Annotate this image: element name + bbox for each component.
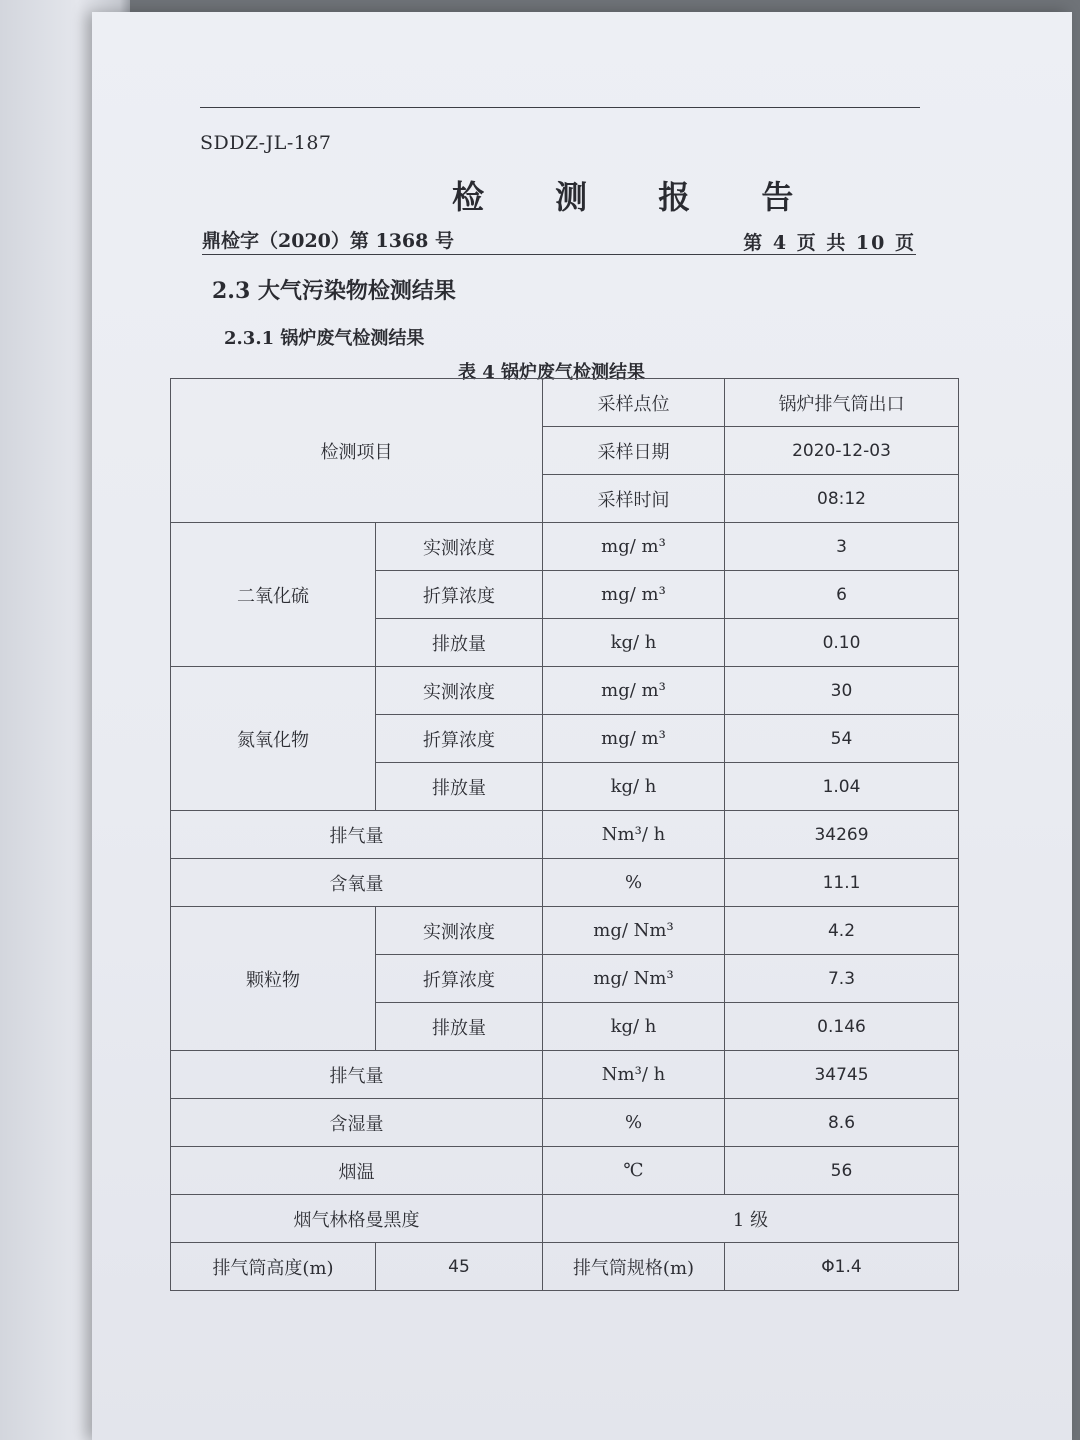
parameter-label: 排放量	[376, 763, 543, 811]
sampling-point-value: 锅炉排气筒出口	[725, 379, 959, 427]
value-cell: 34269	[725, 811, 959, 859]
sampling-time-label: 采样时间	[543, 475, 725, 523]
table-row	[171, 1195, 959, 1243]
unit-cell: ℃	[543, 1147, 725, 1195]
unit-cell: Nm³/ h	[543, 1051, 725, 1099]
parameter-label: 排放量	[376, 1003, 543, 1051]
parameter-label: 烟气林格曼黑度	[171, 1195, 543, 1243]
sampling-point-label: 采样点位	[543, 379, 725, 427]
unit-cell: kg/ h	[543, 1003, 725, 1051]
table-row	[171, 859, 959, 907]
unit-cell: Nm³/ h	[543, 811, 725, 859]
value-cell: 30	[725, 667, 959, 715]
reference-number: 鼎检字（2020）第 1368 号	[202, 230, 454, 252]
parameter-label: 排气量	[171, 811, 543, 859]
value-cell: 1 级	[543, 1195, 959, 1243]
test-item-header: 检测项目	[171, 379, 543, 523]
value-cell: 56	[725, 1147, 959, 1195]
subsection-heading: 2.3.1 锅炉废气检测结果	[224, 328, 425, 349]
pollutant-name: 颗粒物	[171, 907, 376, 1051]
unit-cell: %	[543, 1099, 725, 1147]
parameter-label: 排气量	[171, 1051, 543, 1099]
unit-cell: %	[543, 859, 725, 907]
parameter-label: 排放量	[376, 619, 543, 667]
unit-cell: kg/ h	[543, 619, 725, 667]
table-caption: 表 4 锅炉废气检测结果	[458, 362, 646, 383]
unit-cell: mg/ m³	[543, 667, 725, 715]
section-heading: 2.3 大气污染物检测结果	[212, 278, 456, 304]
table-row	[171, 811, 959, 859]
parameter-label: 含氧量	[171, 859, 543, 907]
unit-cell: mg/ m³	[543, 571, 725, 619]
unit-cell: mg/ m³	[543, 523, 725, 571]
report-title: 检 测 报 告	[452, 178, 824, 216]
value-cell: 54	[725, 715, 959, 763]
value-cell: 8.6	[725, 1099, 959, 1147]
value-cell: 34745	[725, 1051, 959, 1099]
sampling-date-label: 采样日期	[543, 427, 725, 475]
parameter-label: 实测浓度	[376, 907, 543, 955]
unit-cell: mg/ Nm³	[543, 907, 725, 955]
table-row	[171, 1051, 959, 1099]
value-cell: 0.146	[725, 1003, 959, 1051]
report-page	[92, 12, 1072, 1440]
header-rule	[200, 107, 920, 108]
pollutant-name: 二氧化硫	[171, 523, 376, 667]
value-cell: 3	[725, 523, 959, 571]
value-cell: 0.10	[725, 619, 959, 667]
table-row	[171, 1099, 959, 1147]
table-row	[171, 907, 959, 955]
value-cell: 11.1	[725, 859, 959, 907]
table-row	[171, 667, 959, 715]
pollutant-name: 氮氧化物	[171, 667, 376, 811]
table-row	[171, 1147, 959, 1195]
table-row	[171, 379, 959, 427]
parameter-label: 折算浓度	[376, 571, 543, 619]
parameter-label: 折算浓度	[376, 715, 543, 763]
value-cell: 4.2	[725, 907, 959, 955]
value-cell: 1.04	[725, 763, 959, 811]
unit-cell: mg/ m³	[543, 715, 725, 763]
parameter-label: 排气筒高度(m)	[171, 1243, 376, 1291]
unit-cell: mg/ Nm³	[543, 955, 725, 1003]
boiler-exhaust-results-table	[170, 378, 959, 1291]
parameter-label: 烟温	[171, 1147, 543, 1195]
parameter-label: 排气筒规格(m)	[543, 1243, 725, 1291]
parameter-label: 含湿量	[171, 1099, 543, 1147]
value-cell: Φ1.4	[725, 1243, 959, 1291]
value-cell: 45	[376, 1243, 543, 1291]
unit-cell: kg/ h	[543, 763, 725, 811]
value-cell: 6	[725, 571, 959, 619]
parameter-label: 折算浓度	[376, 955, 543, 1003]
reference-row	[202, 224, 916, 255]
value-cell: 7.3	[725, 955, 959, 1003]
table-row	[171, 1243, 959, 1291]
sampling-date-value: 2020-12-03	[725, 427, 959, 475]
document-code: SDDZ-JL-187	[200, 132, 332, 154]
parameter-label: 实测浓度	[376, 523, 543, 571]
sampling-time-value: 08:12	[725, 475, 959, 523]
page-info: 第 4 页 共 10 页	[743, 232, 916, 254]
table-row	[171, 523, 959, 571]
parameter-label: 实测浓度	[376, 667, 543, 715]
